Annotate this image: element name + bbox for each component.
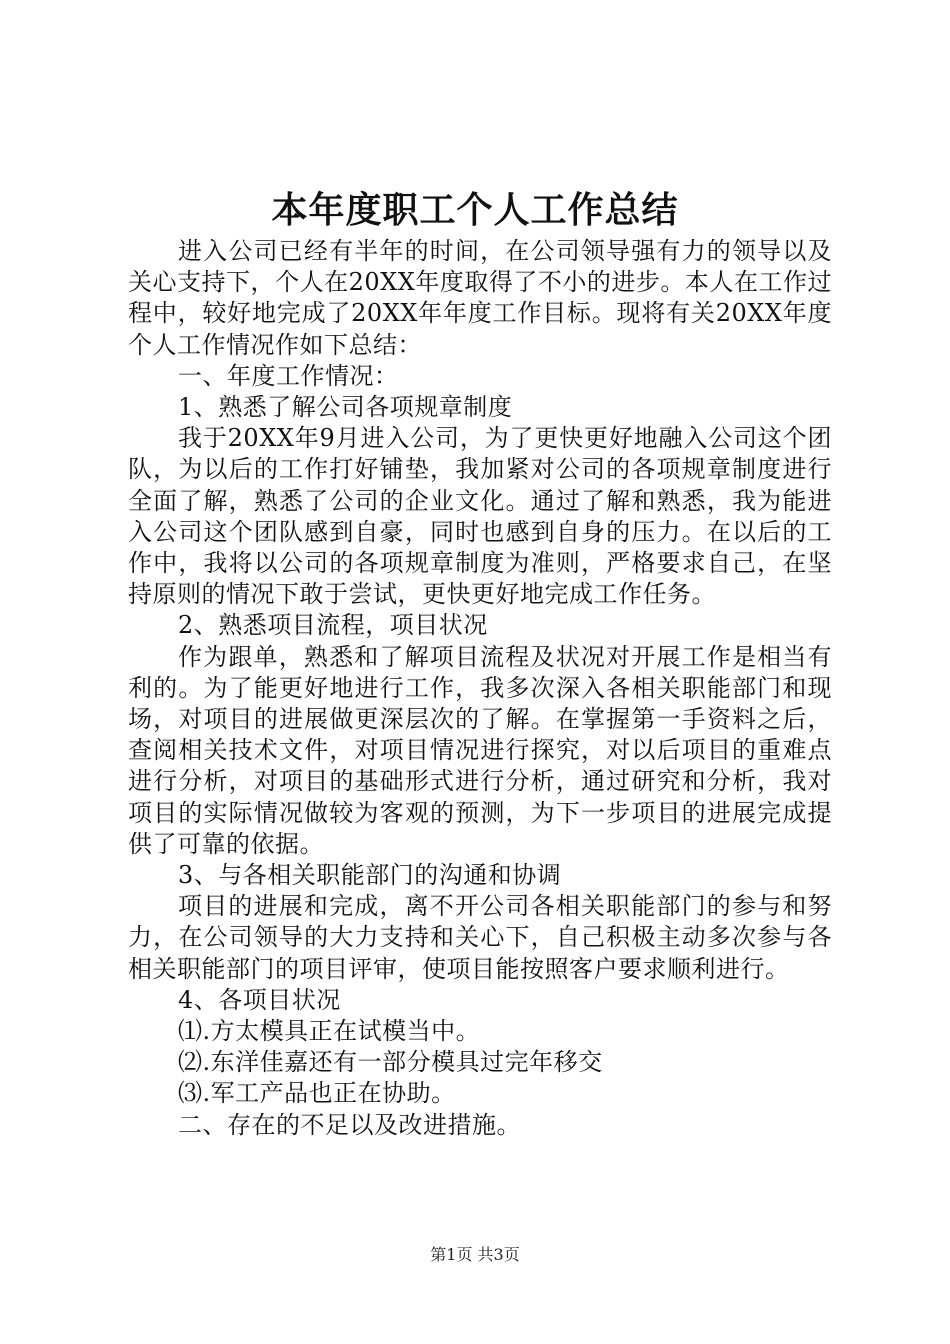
list-item-project-3: ⑶.军工产品也正在协助。 bbox=[178, 1079, 456, 1108]
list-item-project-1: ⑴.方太模具正在试模当中。 bbox=[178, 1017, 481, 1046]
page-footer: 第1页 共3页 bbox=[430, 1245, 520, 1264]
subheading-project-status: 4、各项目状况 bbox=[178, 985, 341, 1014]
paragraph-regulations: 我于20XX年9月进入公司，为了更快更好地融入公司这个团队，为以后的工作打好铺垫，我加紧对公司的各项规章制度进行全面了解，熟悉了公司的企业文化。通过了解和熟悉，我为能进入公司这个团队感到自豪，同时也感到自身的压力。在以后的工作中，我将以公司的各项规章制度为准则，严格要求自己，在坚持原则的情况下敢于尝试，更快更好地完成工作任务。 bbox=[128, 424, 832, 609]
section-heading-improvements: 二、存在的不足以及改进措施。 bbox=[178, 1110, 521, 1139]
subheading-regulations: 1、熟悉了解公司各项规章制度 bbox=[178, 393, 513, 422]
document-title: 本年度职工个人工作总结 bbox=[271, 189, 679, 231]
subheading-coordination: 3、与各相关职能部门的沟通和协调 bbox=[178, 861, 562, 890]
document-body bbox=[128, 236, 832, 1141]
list-item-project-2: ⑵.东洋佳嘉还有一部分模具过完年移交 bbox=[178, 1048, 603, 1077]
paragraph-intro: 进入公司已经有半年的时间，在公司领导强有力的领导以及关心支持下，个人在20XX年度取得了不小的进步。本人在工作过程中，较好地完成了20XX年年度工作目标。现将有关20XX年度个人工作情况作如下总结： bbox=[128, 237, 832, 359]
paragraph-project-process: 作为跟单，熟悉和了解项目流程及状况对开展工作是相当有利的。为了能更好地进行工作，我多次深入各相关职能部门和现场，对项目的进展做更深层次的了解。在掌握第一手资料之后，查阅相关技术文件，对项目情况进行探究，对以后项目的重难点进行分析，对项目的基础形式进行分析，通过研究和分析，我对项目的实际情况做较为客观的预测，为下一步项目的进展完成提供了可靠的依据。 bbox=[128, 642, 832, 858]
subheading-project-process: 2、熟悉项目流程，项目状况 bbox=[178, 611, 488, 640]
paragraph-coordination: 项目的进展和完成，离不开公司各相关职能部门的参与和努力，在公司领导的大力支持和关心下，自己积极主动多次参与各相关职能部门的项目评审，使项目能按照客户要求顺利进行。 bbox=[128, 892, 832, 983]
section-heading-annual-work: 一、年度工作情况： bbox=[178, 361, 399, 390]
